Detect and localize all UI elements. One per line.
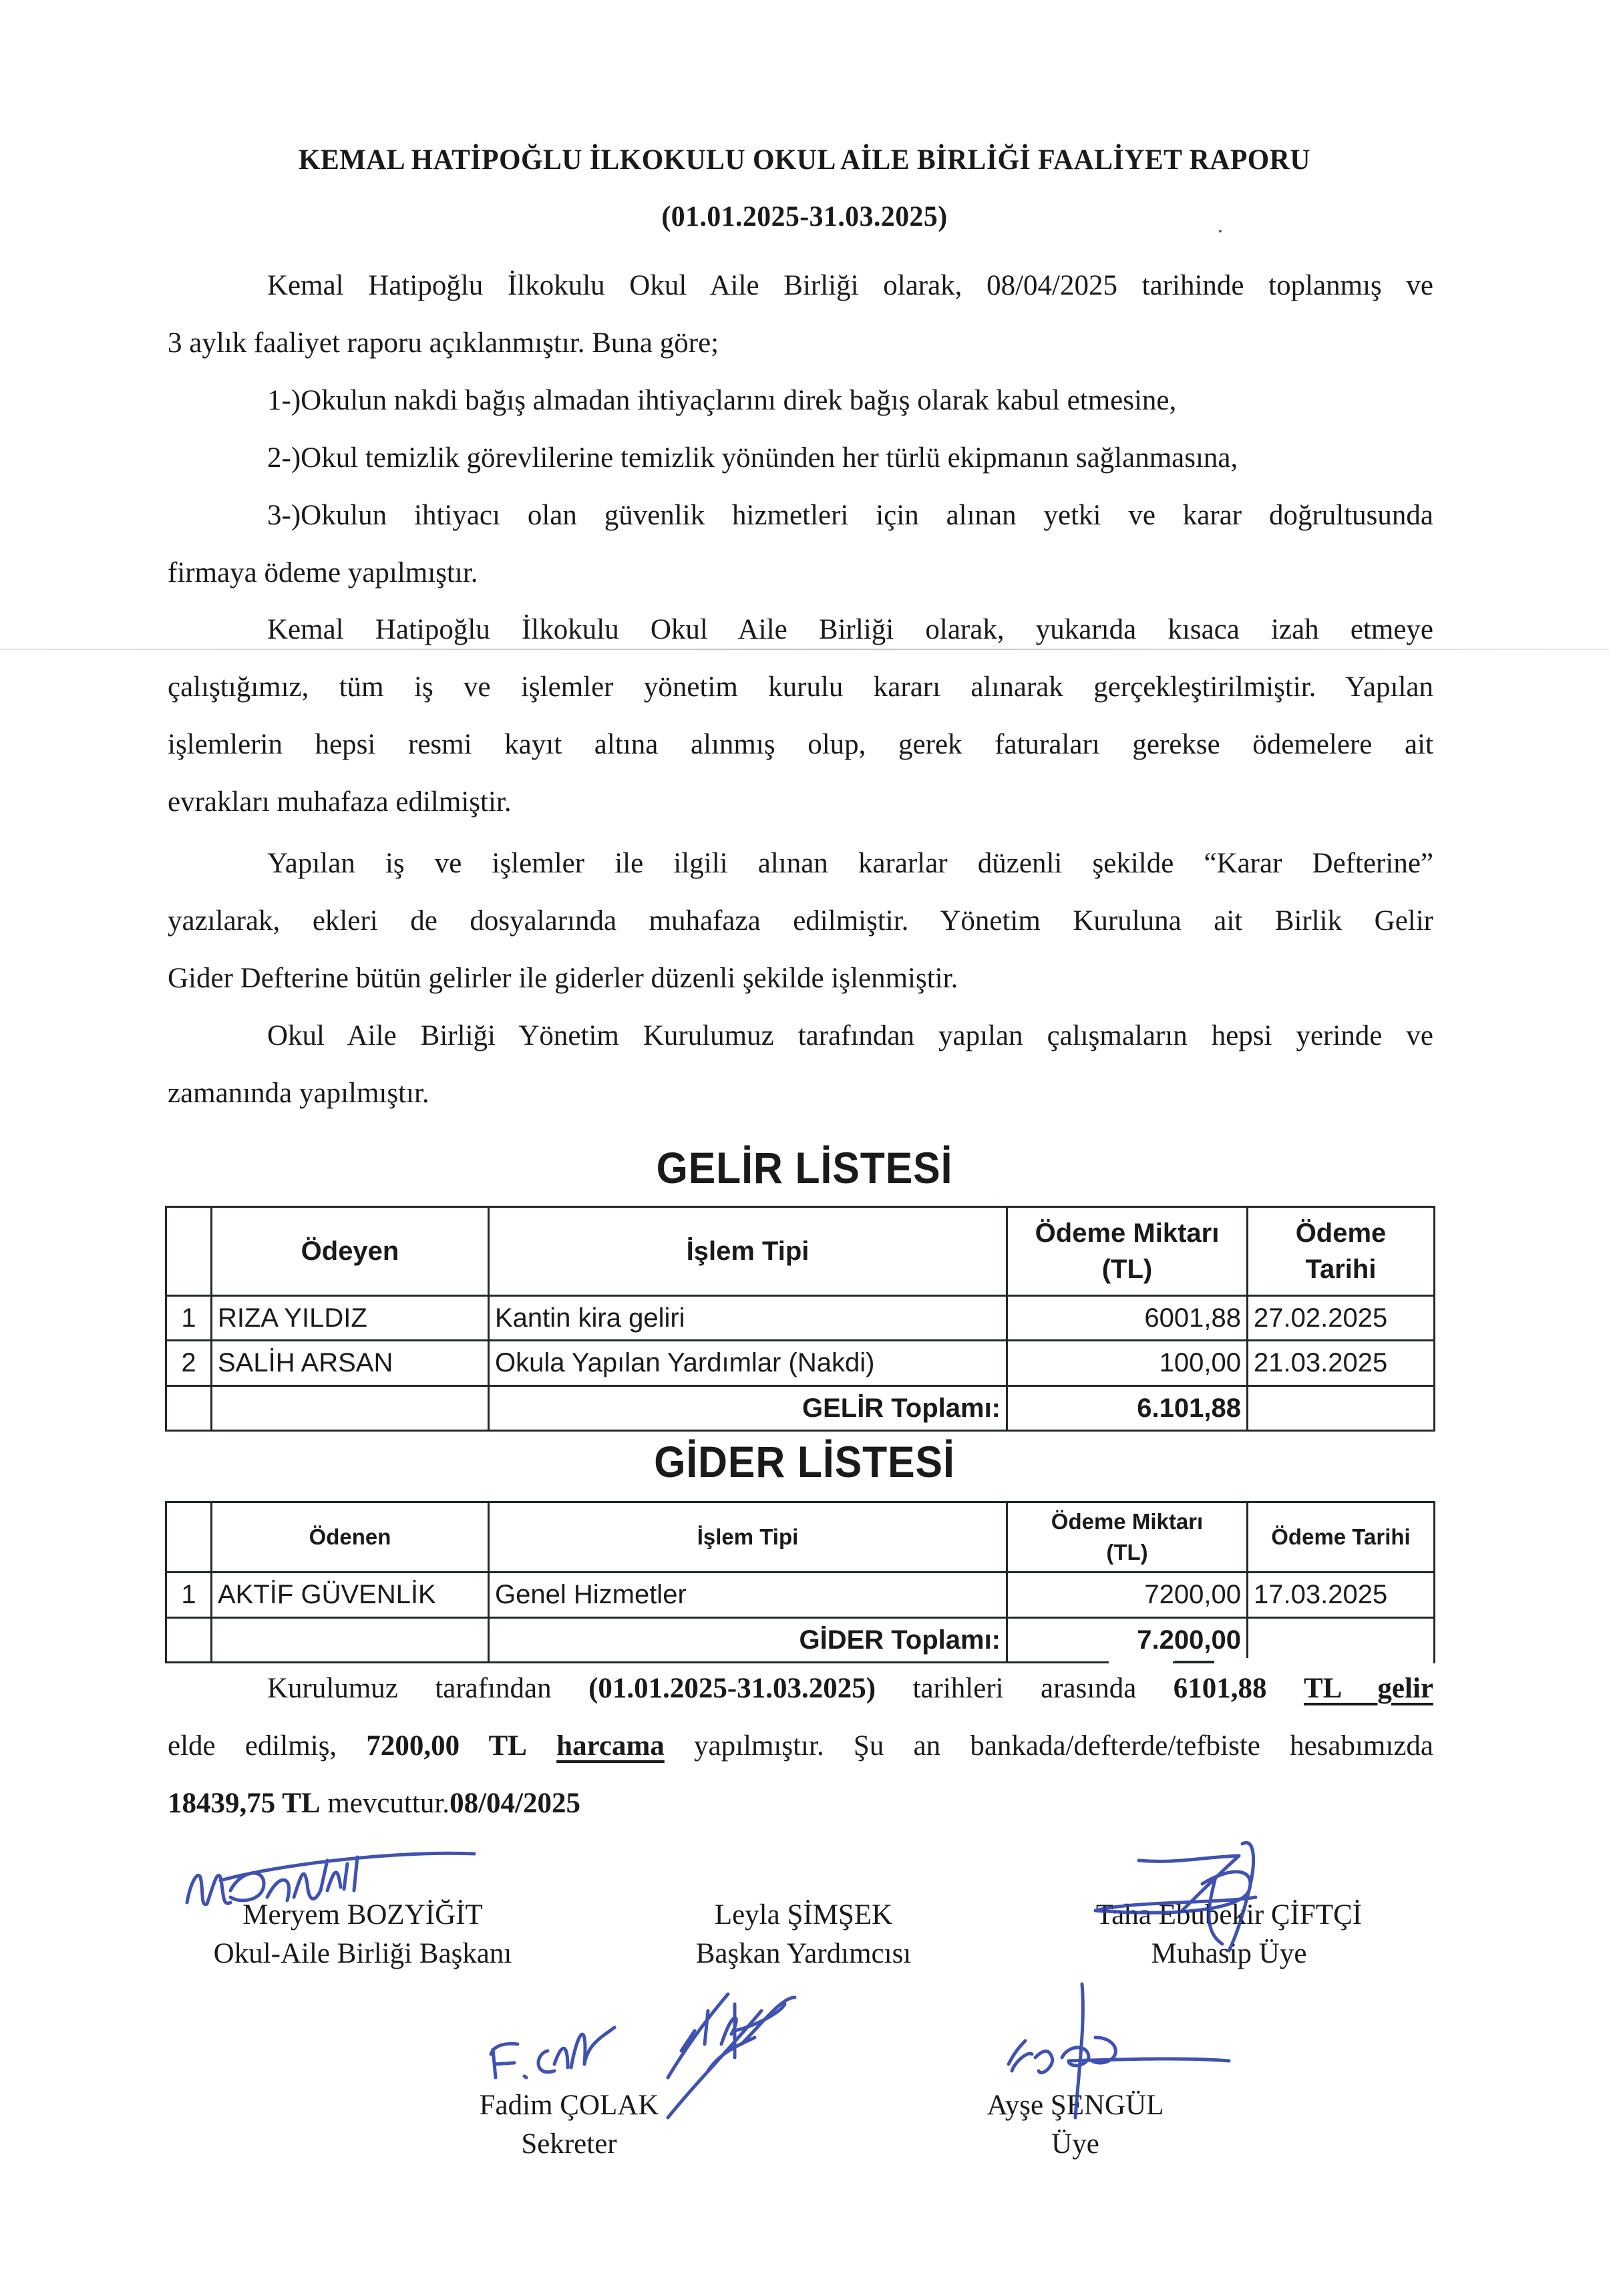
p2-line-3: işlemlerin hepsi resmi kayıt altına alınmış olup, gerek faturaları gerekse ödemelere ait: [168, 729, 1433, 760]
signatory-role: Muhasip Üye: [1151, 1938, 1307, 1969]
row-number: 1: [166, 1296, 212, 1341]
summary-income-amount: 6101,88: [1173, 1673, 1267, 1704]
p3-line-1: Yapılan iş ve işlemler ile ilgili alınan kararlar düzenli şekilde “Karar Defterine”: [267, 848, 1433, 879]
summary-income-unit: TL gelir: [1303, 1673, 1433, 1704]
empty-cell: [166, 1618, 212, 1663]
expense-table-header: [166, 1502, 1435, 1573]
signatory-president: [214, 1896, 512, 1973]
signature-leyla: [668, 1994, 795, 2118]
income-col-no: [166, 1207, 212, 1296]
p3-line-2: yazılarak, ekleri de dosyalarında muhafaza edilmiştir. Yönetim Kuruluna ait Birlik Gelir: [168, 905, 1433, 937]
intro-line-2: 3 aylık faaliyet raporu açıklanmıştır. Buna göre;: [168, 327, 719, 359]
expense-col-date: Ödeme Tarihi: [1248, 1502, 1435, 1573]
signatory-name: Leyla ŞİMŞEK: [714, 1899, 893, 1931]
expense-col-type: İşlem Tipi: [489, 1502, 1007, 1573]
income-table-header: [166, 1207, 1435, 1296]
item-1: 1-)Okulun nakdi bağış almadan ihtiyaçlarını direk bağış olarak kabul etmesine,: [267, 385, 1177, 416]
row-number: 1: [166, 1573, 212, 1618]
expense-total-amount: 7.200,00: [1007, 1618, 1248, 1663]
income-col-type: İşlem Tipi: [489, 1207, 1007, 1296]
date-cell: 27.02.2025: [1248, 1296, 1435, 1341]
empty-cell: [1248, 1386, 1435, 1431]
income-list-heading: GELİR LİSTESİ: [656, 1143, 953, 1192]
item-3-line-2: firmaya ödeme yapılmıştır.: [168, 557, 478, 589]
signatory-name: Taha Ebubekir ÇİFTÇİ: [1095, 1899, 1363, 1931]
summary-expense-word: harcama: [556, 1730, 665, 1762]
signatory-role: Üye: [1051, 2128, 1099, 2160]
p2-line-2: çalıştığımız, tüm iş ve işlemler yönetim kurulu kararı alınarak gerçekleştirilmiştir. Yapılan: [168, 671, 1433, 703]
amount-cell: 6001,88: [1007, 1296, 1248, 1341]
empty-cell: [212, 1386, 489, 1431]
type-cell: Okula Yapılan Yardımlar (Nakdi): [489, 1341, 1007, 1386]
signatory-role: Sekreter: [521, 2128, 617, 2160]
date-cell: 21.03.2025: [1248, 1341, 1435, 1386]
table-row: [166, 1573, 1435, 1618]
type-cell: Genel Hizmetler: [489, 1573, 1007, 1618]
spacer: [1245, 1617, 1249, 1658]
signatory-role: Başkan Yardımcısı: [695, 1938, 912, 1969]
amount-cell: 100,00: [1007, 1341, 1248, 1386]
summary-paragraph: [168, 1660, 1433, 1832]
signatory-name: Ayşe ŞENGÜL: [987, 2090, 1164, 2121]
document-period: (01.01.2025-31.03.2025): [661, 201, 948, 232]
table-row: [166, 1341, 1435, 1386]
p3-line-3: Gider Defterine bütün gelirler ile giderler düzenli şekilde işlenmiştir.: [168, 963, 958, 994]
summary-date: 08/04/2025: [450, 1788, 580, 1819]
paragraph-ledger: [168, 835, 1433, 1007]
empty-cell: [1248, 1618, 1435, 1663]
signatory-name: Meryem BOZYİĞİT: [242, 1899, 483, 1931]
signatory-role: Okul-Aile Birliği Başkanı: [213, 1938, 512, 1969]
income-col-amount: Ödeme Miktarı (TL): [1007, 1207, 1248, 1296]
date-cell: 17.03.2025: [1248, 1573, 1435, 1618]
summary-line-1: Kurulumuz tarafından (01.01.2025-31.03.2025) tarihleri arasında 6101,88 TL gelir: [267, 1673, 1433, 1704]
expense-col-payee: Ödenen: [212, 1502, 489, 1573]
empty-cell: [166, 1386, 212, 1431]
summary-period: (01.01.2025-31.03.2025): [588, 1673, 876, 1704]
signatory-secretary: [480, 2086, 659, 2164]
expense-list-heading: GİDER LİSTESİ: [654, 1437, 955, 1486]
summary-line-2: elde edilmiş, 7200,00 TL harcama yapılmıştır. Şu an bankada/defterde/tefbiste hesabımızda: [168, 1730, 1433, 1762]
paragraph-records: [168, 601, 1433, 831]
type-cell: Kantin kira geliri: [489, 1296, 1007, 1341]
document-title: KEMAL HATİPOĞLU İLKOKULU OKUL AİLE BİRLİĞİ FAALİYET RAPORU: [299, 144, 1310, 176]
amount-cell: 7200,00: [1007, 1573, 1248, 1618]
row-number: 2: [166, 1341, 212, 1386]
signatory-name: Fadim ÇOLAK: [479, 2090, 659, 2121]
payee-cell: AKTİF GÜVENLİK: [212, 1573, 489, 1618]
intro-paragraph: [168, 257, 1433, 602]
summary-expense-amount: 7200,00 TL: [366, 1730, 527, 1762]
item-2: 2-)Okul temizlik görevlilerine temizlik yönünden her türlü ekipmanın sağlanmasına,: [267, 442, 1238, 474]
p2-line-1: Kemal Hatipoğlu İlkokulu Okul Aile Birliği olarak, yukarıda kısaca izah etmeye: [267, 614, 1433, 645]
intro-line-1: Kemal Hatipoğlu İlkokulu Okul Aile Birliği olarak, 08/04/2025 tarihinde toplanmış ve: [267, 270, 1433, 301]
p4-line-1: Okul Aile Birliği Yönetim Kurulumuz tarafından yapılan çalışmaların hepsi yerinde ve: [267, 1020, 1433, 1051]
income-col-payer: Ödeyen: [212, 1207, 489, 1296]
summary-balance: 18439,75 TL: [168, 1788, 321, 1819]
signatory-treasurer: [1096, 1896, 1362, 1973]
expense-total-label: GİDER Toplamı:: [489, 1618, 1007, 1663]
income-total-amount: 6.101,88: [1007, 1386, 1248, 1431]
expense-col-amount: Ödeme Miktarı (TL): [1007, 1502, 1248, 1573]
item-3-line-1: 3-)Okulun ihtiyacı olan güvenlik hizmetleri için alınan yetki ve karar doğrultusunda: [267, 500, 1433, 531]
signatory-member: [987, 2086, 1164, 2164]
table-row: [166, 1296, 1435, 1341]
income-col-date: Ödeme Tarihi: [1248, 1207, 1435, 1296]
payer-cell: RIZA YILDIZ: [212, 1296, 489, 1341]
signature-fadim: [491, 2027, 614, 2078]
income-total-row: [166, 1386, 1435, 1431]
p4-line-2: zamanında yapılmıştır.: [168, 1078, 429, 1109]
p2-line-4: evrakları muhafaza edilmiştir.: [168, 786, 512, 818]
income-total-label: GELİR Toplamı:: [489, 1386, 1007, 1431]
payer-cell: SALİH ARSAN: [212, 1341, 489, 1386]
expense-total-row: [166, 1618, 1435, 1663]
income-table: [165, 1206, 1435, 1432]
summary-line-3: 18439,75 TL mevcuttur.08/04/2025: [168, 1788, 580, 1819]
empty-cell: [212, 1618, 489, 1663]
expense-col-no: [166, 1502, 212, 1573]
paragraph-board: [168, 1007, 1433, 1122]
signatory-vice-president: [696, 1896, 912, 1973]
